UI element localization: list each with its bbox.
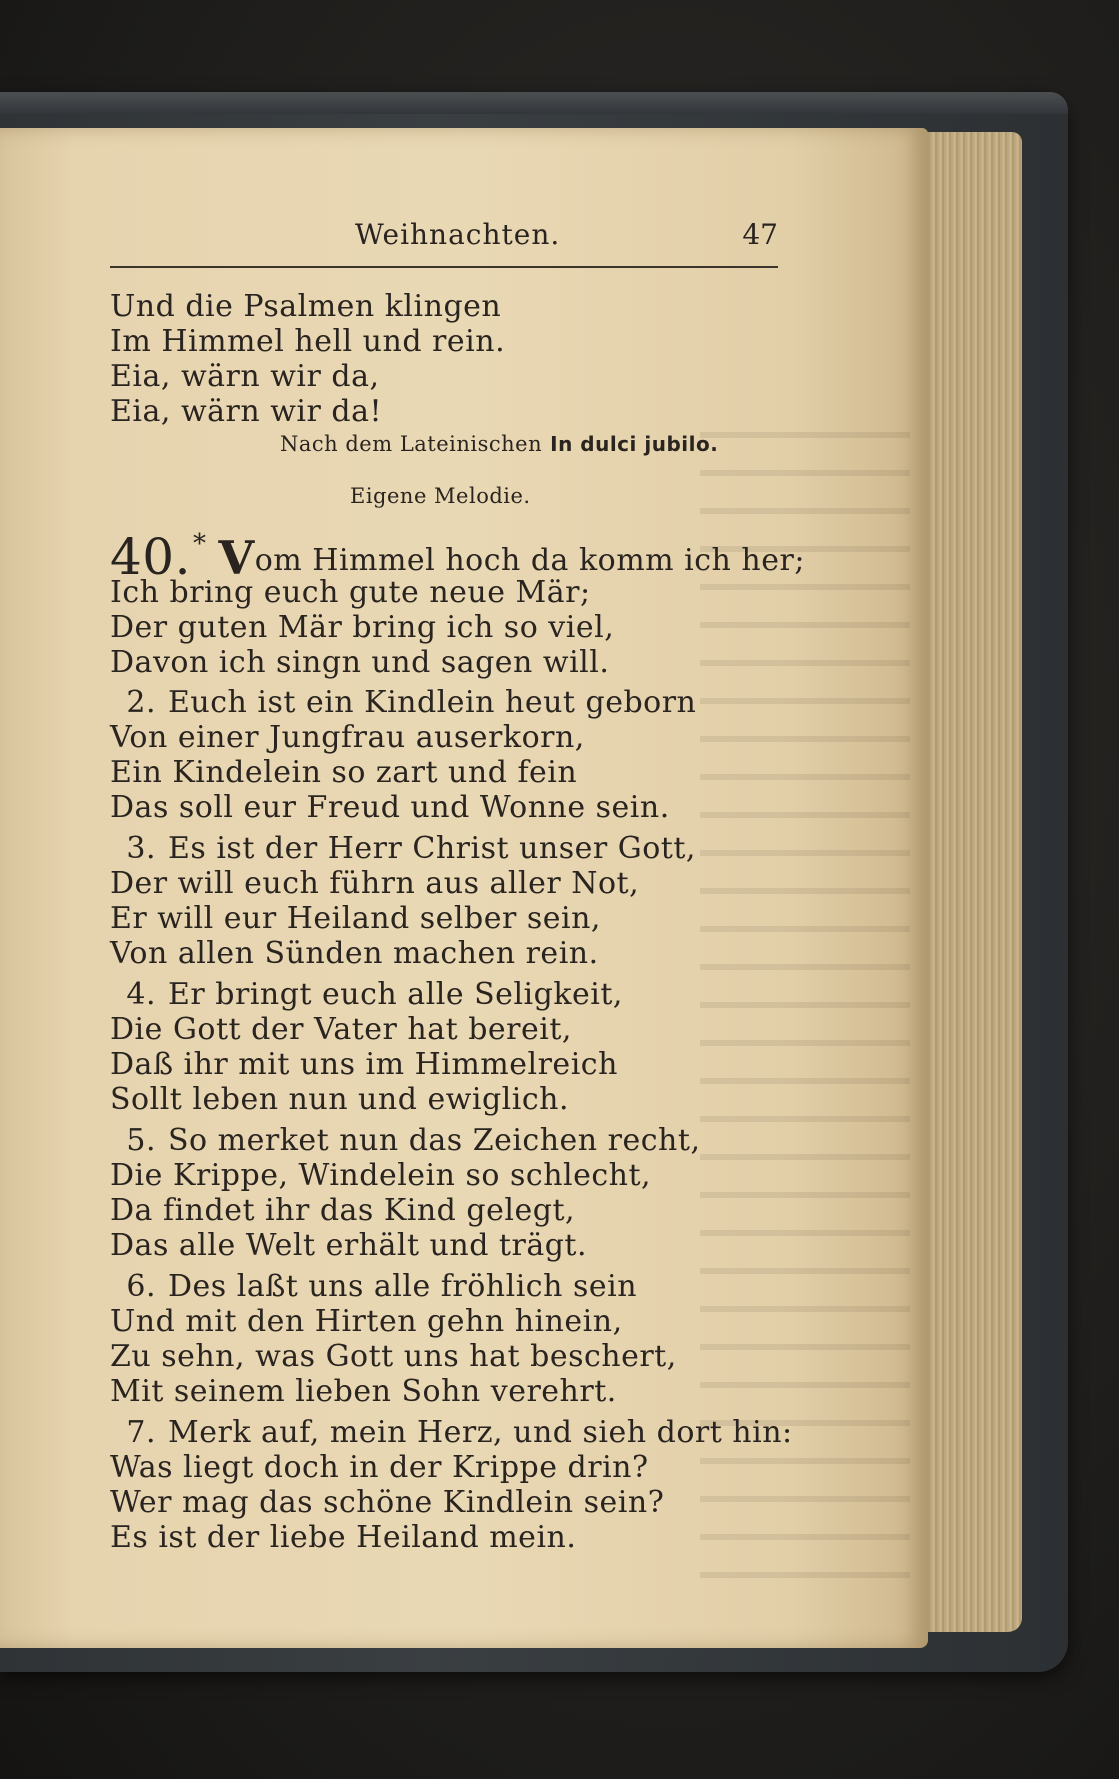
stanza-number: 2.: [126, 685, 156, 720]
hymn-star: *: [193, 529, 207, 559]
page-number: 47: [742, 218, 778, 251]
verse-text: Euch ist ein Kindlein heut geborn: [168, 685, 697, 720]
verse-line: Da findet ihr das Kind gelegt,: [110, 1193, 576, 1228]
stanza-line: [110, 1124, 700, 1158]
verse-line: Und die Psalmen klingen: [110, 289, 502, 324]
attribution-latin: In dulci jubilo.: [550, 432, 719, 456]
verse-line: Daß ihr mit uns im Himmelreich: [110, 1047, 618, 1082]
verse-line: Zu sehn, was Gott uns hat beschert,: [110, 1339, 677, 1374]
attribution-text: Nach dem Lateinischen: [280, 432, 543, 456]
verse-line: Das soll eur Freud und Wonne sein.: [110, 790, 670, 825]
verse-line: Er will eur Heiland selber sein,: [110, 901, 601, 936]
verse-text: Merk auf, mein Herz, und sieh dort hin:: [168, 1415, 793, 1450]
stanza-line: [110, 978, 623, 1012]
verse-line: Und mit den Hirten gehn hinein,: [110, 1304, 623, 1339]
verse-line: Die Gott der Vater hat bereit,: [110, 1012, 572, 1047]
verse-text: Es ist der Herr Christ unser Gott,: [168, 831, 696, 866]
running-head: [110, 218, 778, 258]
verse-line: Mit seinem lieben Sohn verehrt.: [110, 1374, 617, 1409]
stanza-number: 4.: [126, 977, 156, 1012]
initial-letter: V: [218, 531, 255, 585]
stanza-number: 6.: [126, 1269, 156, 1304]
stanza-line: [110, 832, 696, 866]
verse-line: Sollt leben nun und ewiglich.: [110, 1082, 570, 1117]
melody-note: Eigene Melodie.: [350, 484, 531, 508]
verse-line: Ein Kindelein so zart und fein: [110, 755, 578, 790]
verse-line: Das alle Welt erhält und trägt.: [110, 1228, 588, 1263]
running-title: Weihnachten.: [355, 218, 561, 251]
verse-line: Im Himmel hell und rein.: [110, 324, 506, 359]
verse-line: Von einer Jungfrau auserkorn,: [110, 720, 585, 755]
verse-line: Wer mag das schöne Kindlein sein?: [110, 1485, 665, 1520]
verse-line: Der will euch führn aus aller Not,: [110, 866, 640, 901]
attribution: [280, 432, 718, 456]
stanza-line: [110, 1416, 793, 1450]
header-rule: [110, 266, 778, 268]
verse-text: Er bringt euch alle Seligkeit,: [168, 977, 623, 1012]
stanza-line: [110, 1270, 637, 1304]
verse-line: Was liegt doch in der Krippe drin?: [110, 1450, 649, 1485]
verse-line: Davon ich singn und sagen will.: [110, 645, 610, 680]
verse-line: Ich bring euch gute neue Mär;: [110, 575, 591, 610]
stanza-number: 5.: [126, 1123, 156, 1158]
verse-line: Von allen Sünden machen rein.: [110, 936, 599, 971]
first-line-rest: om Himmel hoch da komm ich her;: [254, 543, 805, 578]
stanza-line: [110, 686, 696, 720]
verse-line: Eia, wärn wir da!: [110, 394, 383, 429]
stanza-number: 7.: [126, 1415, 156, 1450]
verse-line: Der guten Mär bring ich so viel,: [110, 610, 615, 645]
verse-line: Die Krippe, Windelein so schlecht,: [110, 1158, 652, 1193]
stanza-number: 3.: [126, 831, 156, 866]
verse-text: So merket nun das Zeichen recht,: [168, 1123, 701, 1158]
verse-line: Es ist der liebe Heiland mein.: [110, 1520, 577, 1555]
verse-text: Des laßt uns alle fröhlich sein: [168, 1269, 638, 1304]
book-page: [0, 128, 928, 1648]
book-cover-edge: [0, 92, 1068, 114]
verse-line: Eia, wärn wir da,: [110, 359, 380, 394]
hymn-number: 40.: [110, 528, 192, 586]
